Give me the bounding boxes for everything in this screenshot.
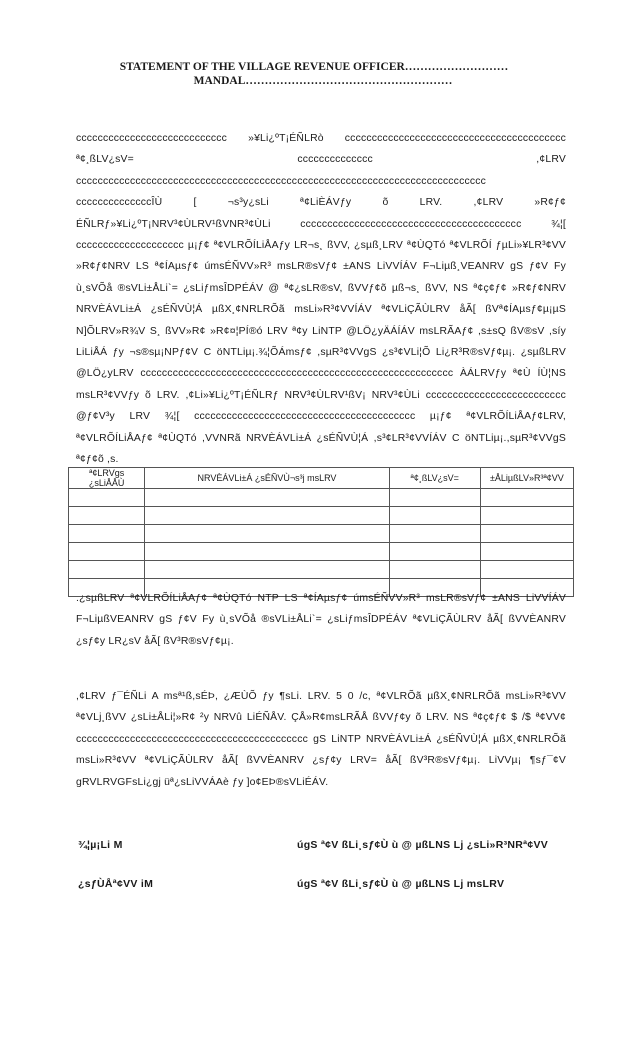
table-header-cell: ª¢LRVgs ¿sLiÅÅÙ: [69, 468, 145, 489]
table-header-cell: NRVÈÁVLi±Á ¿sÉÑVÙ¬s³j msLRV: [145, 468, 389, 489]
table-row: [69, 561, 574, 579]
table-cell: [69, 507, 145, 525]
table-row: [69, 543, 574, 561]
table-cell: [145, 543, 389, 561]
table-row: [69, 489, 574, 507]
signature-officer-label: úgS ª¢V ßLi¸sƒ¢Ù ù @ µßLNS Lj ¿sLi»R³NRª¢VV: [297, 839, 549, 851]
statement-paragraph-1: cccccccccccccccccccccccccccc »¥Li¿ºT¡ÉÑLRò ccccccccccccccccccccccccccccccccccccccccc ª¢¸ßLV¿sV= cccccccccccccc ,¢LRV cccccccccccccccccccccccccccccccccccccccccccccccccccccccccccccccccccccccccccc ccccccccccccccÎÙ [ ¬s³y¿sLi ª¢LiÈÁVƒy õ LRV. ,¢LRV »R¢ƒ¢ ÉÑLRƒ»¥Li¿ºT¡NRV³¢ÙLRV¹ßVNR³¢ÙLi ccccccccccccccccccccccccccccccccccccccccc ¾¦[ cccccccccccccccccccc µ¡ƒ¢ ª¢VLRÕÍLiÅAƒy LR¬s¸ ßVV, ¿sµß¸LRV ª¢ÙQTó ª¢VLRÕÍ ƒµLi»¥LR³¢VV »R¢ƒ¢NRV LS ª¢ÍAµsƒ¢ úmsÉÑVV»R³ msLR®sVƒ¢ ±ANS LiVVÍÁV F¬Liµß¸VEANRV gS ƒ¢V Fy ù¸sVÕå ®sVLi±ÅLi`= ¿sLiƒmsÎDPÉÁV @ ª¢¿sLR®sV, ßVVƒ¢õ µß¬s¸ ßVV, NS ª¢ç¢ƒ¢ »R¢ƒ¢NRV NRVÈÁVLi±Á ¿sÉÑVÙ¦Á µßX¸¢NRLRÕã msLi»R³¢VVÍÁV ª¢VLiÇÃÙLRV åÃ[ ßVª¢ÍAµsƒ¢µ¡µS N]ÕLRV»R¾V S¸ ßVV»R¢ »R¢¤¦PÍ®ó LRV ª¢y LiNTP @LÖ¿yÄÁÍÁV msLRÃAƒ¢ ,s±sQ ßV®sV ,síy LiLiÅÁ ƒy ¬s®sµ¡NPƒ¢V C öNTLiµ¡.¾¦ÕÁmsƒ¢ ,sµR³¢VVgS ¿s³¢VLi¦Õ Li¿R³R®sVƒ¢µ¡. ¿sµßLRV @LÖ¿yLRV cccccccccccccccccccccccccccccccccccccccccccccccccccccccccc ÀÁLRVƒy ª¢Ù ÍÙ¦NS msLR³¢VVƒy õ LRV. ,¢Li»¥Li¿ºT¡ÉÑLRƒ NRV³¢ÙLRV¹ßV¡ NRV³¢ÙLi cccccccccccccccccccccccccc @ƒ¢V³y LRV ¾¦[ ccccccccccccccccccccccccccccccccccccccccc µ¡ƒ¢ ª¢VLRÕÍLiÅAƒ¢LRV, ª¢VLRÕÍLiÅAƒ¢ ª¢ÙQTó ,VVNRã NRVÈÁVLi±Á ¿sÉÑVÙ¦Á ,s³¢LR³¢VVÍÁV C öNTLiµ¡.,sµR³¢VVgS ª¢ƒ¢õ ,s.: [76, 133, 566, 466]
table-cell: [145, 525, 389, 543]
table-cell: [480, 525, 573, 543]
signature-officer-name: úgS ª¢V ßLi¸sƒ¢Ù ù @ µßLNS Lj msLRV: [297, 878, 505, 890]
records-table: [68, 467, 574, 597]
table-row: [69, 507, 574, 525]
table-cell: [480, 507, 573, 525]
table-cell: [145, 507, 389, 525]
table-cell: [389, 489, 480, 507]
table-header-cell: ª¢¸ßLV¿sV=: [389, 468, 480, 489]
table-cell: [69, 525, 145, 543]
table-cell: [69, 561, 145, 579]
statement-paragraph-3: ,¢LRV ƒ¯ÉÑLi A msª¹ß,sÉÞ, ¿ÆÙÕ ƒy ¶sLi. LRV. 5 0 /c, ª¢VLRÕã µßX¸¢NRLRÕã msLi»R³¢VV ª¢VLj¸ßVV ¿sLi±ÅLi¦»R¢ ²y NRVû LiÉÑÅV. ÇÅ»R¢msLRÃÅ ßVVƒ¢y õ LRV. NS ª¢ç¢ƒ¢ $ /$ ª¢VV¢ ccccccccccccccccccccccccccccccccccccccccccc gS LiNTP NRVÈÁVLi±Á ¿sÉÑVÙ¦Á µßX¸¢NRLRÕã msLi»R³¢VV ª¢VLiÇÃÙLRV åÃ[ ßVVÈANRV ¿sƒ¢y LRV= åÃ[ ßV³R®sVƒ¢µ¡. LiVVµ¡ ¶sƒ¯¢V gRVLRVGFsLi¿gj üª¿sLiVVÁAè ƒy ]o¢EÞ®sVLiÉÁV.: [76, 691, 566, 788]
table-header-cell: ±ÅLiµßLV»R³ª¢VV: [480, 468, 573, 489]
table-cell: [389, 525, 480, 543]
statement-paragraph-2: .¿sµßLRV ª¢VLRÕÍLiÅAƒ¢ ª¢ÙQTó NTP LS ª¢ÍAµsƒ¢ úmsÉÑVV»R³ msLR®sVƒ¢ ±ANS LiVVÍÁV F¬LiµßVEANRV gS ƒ¢V Fy ù¸sVÕå ®sVLi±ÅLi`= ¿sLiƒmsÎDPÉÁV ª¢VLiÇÃÙLRV åÃ[ ßVVÈANRV ¿sƒ¢y LR¿sV åÃ[ ßV³R®sVƒ¢µ¡.: [76, 593, 566, 647]
table-cell: [389, 543, 480, 561]
table-cell: [145, 561, 389, 579]
table-cell: [145, 489, 389, 507]
table-cell: [480, 561, 573, 579]
title-line-2: MANDAL………………………………………………: [193, 75, 453, 87]
signature-date-label: ¿sƒÙÅª¢VV iM: [78, 878, 154, 890]
signature-place-label: ¾¦µ¡Li M: [78, 839, 123, 851]
table-cell: [69, 543, 145, 561]
table-cell: [480, 543, 573, 561]
page-title: [0, 60, 638, 88]
table-row: [69, 525, 574, 543]
table-header-row: [69, 468, 574, 489]
table-cell: [389, 507, 480, 525]
table-cell: [389, 561, 480, 579]
title-line-1: STATEMENT OF THE VILLAGE REVENUE OFFICER………………………: [119, 61, 509, 73]
table-cell: [69, 489, 145, 507]
table-cell: [480, 489, 573, 507]
